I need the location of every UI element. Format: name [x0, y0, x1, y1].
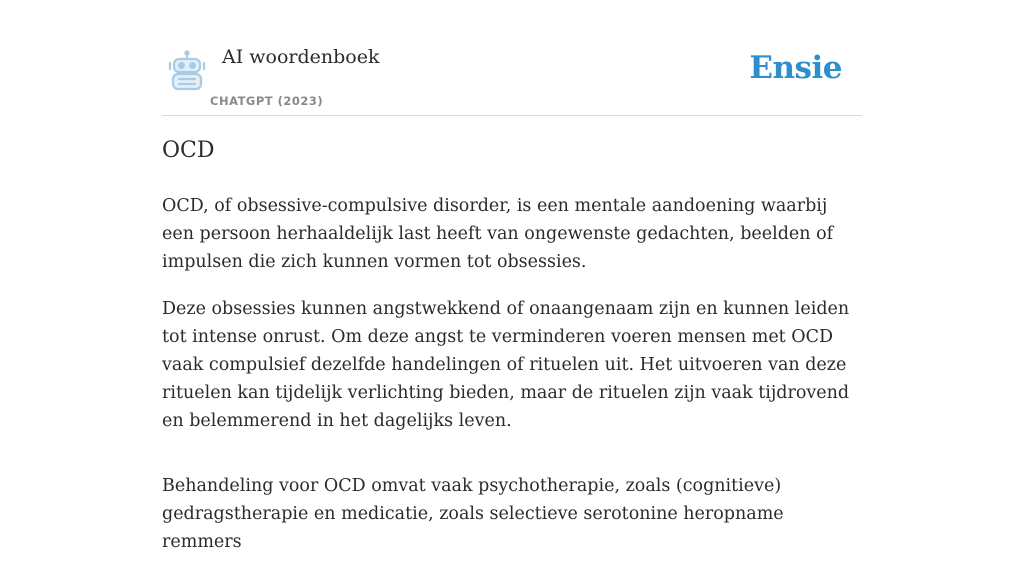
source-meta: CHATGPT (2023) [210, 94, 324, 108]
entry-term: OCD [162, 138, 215, 163]
source-title[interactable]: AI woordenboek [222, 46, 380, 68]
definition-paragraph: OCD, of obsessive-compulsive disorder, is een mentale aandoening waarbij een persoon herhaaldelijk last heeft van ongewenste gedachten, beelden of impulsen die zich kunnen vormen tot obsessies. [162, 196, 834, 272]
entry-definition [162, 192, 862, 575]
definition-paragraph: Deze obsessies kunnen angstwekkend of onaangenaam zijn en kunnen leiden tot intense onrust. Om deze angst te verminderen voeren mensen met OCD vaak compulsief dezelfde handelingen of rituelen uit. Het uitvoeren van deze rituelen kan tijdelijk verlichting bieden, maar de rituelen zijn vaak tijdrovend en belemmerend in het dagelijks leven. [162, 299, 850, 431]
source-header [162, 40, 862, 116]
brand-logo[interactable]: Ensie [749, 50, 842, 86]
definition-paragraph: Behandeling voor OCD omvat vaak psychotherapie, zoals (cognitieve) gedragstherapie en medicatie, zoals selectieve serotonine heropname remmers [162, 476, 784, 552]
robot-icon [166, 50, 208, 92]
